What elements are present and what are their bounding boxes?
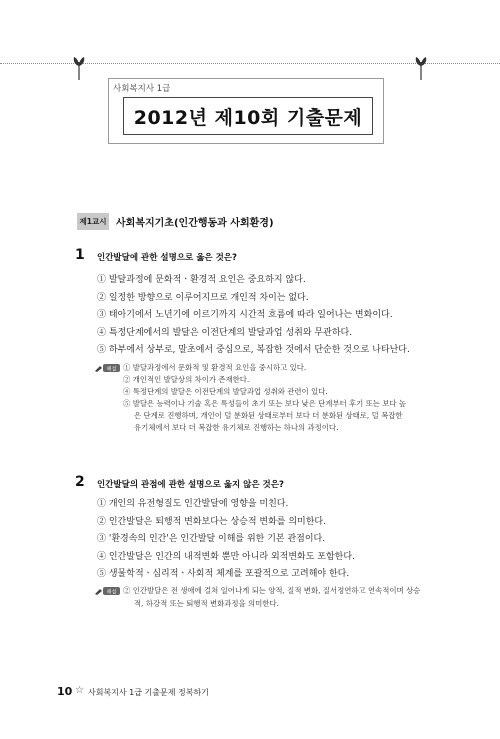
question-2-option-2: ② 인간발달은 퇴행적 변화보다는 상승적 변화를 의미한다.: [97, 517, 326, 527]
star-icon: ☆: [75, 685, 84, 696]
question-2-answer-line-1: ② 인간발달은 전 생애에 걸쳐 일어나게 되는 양적, 질적 변화, 질서정연하고 연속적이며 상승: [123, 586, 421, 595]
title-subtitle: 사회복지사 1급: [113, 84, 171, 94]
question-2-option-3: ③ '환경속의 인간'은 인간발달 이해를 위한 기본 관점이다.: [97, 534, 326, 544]
question-1-answer-line-6: 유기체에서 보다 더 복잡한 유기체로 진행하는 하나의 과정이다.: [134, 423, 339, 432]
question-1-option-3: ③ 태아기에서 노년기에 이르기까지 시간적 흐름에 따라 일어나는 변화이다.: [97, 310, 393, 320]
left-sprig-icon: [72, 54, 86, 80]
question-1-option-4: ④ 특정단계에서의 발달은 이전단계의 발달과업 성취와 무관하다.: [97, 328, 353, 338]
question-2-option-1: ① 개인의 유전형질도 인간발달에 영향을 미친다.: [97, 499, 289, 509]
page-number: 10: [57, 685, 73, 698]
question-2-option-5: ⑤ 생물학적ㆍ심리적ㆍ사회적 체계를 포괄적으로 고려해야 한다.: [97, 569, 350, 579]
question-1-number: 1: [75, 247, 85, 263]
svg-text:해설: 해설: [106, 366, 117, 373]
session-badge: 제1교시: [77, 213, 109, 230]
question-1-answer-line-3: ④ 특정단계의 발달은 이전단계의 발달과업 성취와 관련이 있다.: [123, 387, 328, 396]
question-2-number: 2: [75, 474, 85, 490]
question-1-answer-line-4: ⑤ 발달은 능력이나 기술 혹은 특성들이 초기 또는 보다 낮은 단계부터 후기 또는 보다 높: [123, 399, 407, 408]
footer-book-title: 사회복지사 1급 기출문제 정복하기: [88, 688, 209, 697]
question-2-option-4: ④ 인간발달은 인간의 내적변화 뿐만 아니라 외적변화도 포함한다.: [97, 552, 355, 562]
page-title: 2012년 제10회 기출문제: [133, 106, 363, 129]
session-title: 사회복지기초(인간행동과 사회환경): [116, 218, 274, 229]
title-inner-box: [123, 97, 373, 135]
question-1-answer-line-1: ① 발달과정에서 문화적 및 환경적 요인을 중시하고 있다.: [123, 363, 307, 372]
svg-text:해설: 해설: [106, 589, 117, 596]
title-frame: [108, 78, 384, 144]
question-1-option-5: ⑤ 하부에서 상부로, 말초에서 중심으로, 복잡한 것에서 단순한 것으로 나타난다.: [97, 345, 410, 355]
answer-pencil-icon: [94, 363, 122, 373]
question-1-option-1: ① 발달과정에 문화적ㆍ환경적 요인은 중요하지 않다.: [97, 275, 306, 285]
right-sprig-icon: [414, 54, 428, 80]
question-1-answer-line-2: ② 개인적인 발달상의 차이가 존재한다.: [123, 375, 250, 384]
answer-pencil-icon: [94, 586, 122, 596]
question-2-answer-line-2: 적, 하강적 또는 퇴행적 변화과정을 의미한다.: [134, 599, 279, 608]
question-1-text: 인간발달에 관한 설명으로 옳은 것은?: [97, 253, 237, 263]
question-1-answer-line-5: 은 단계로 진행하며, 개인이 덜 분화된 상태로부터 보다 더 분화된 상태로, 덜 복잡한: [134, 411, 403, 420]
question-2-text: 인간발달의 관점에 관한 설명으로 옳지 않은 것은?: [97, 480, 284, 490]
question-1-option-2: ② 일정한 방향으로 이루어지므로 개인적 차이는 없다.: [97, 293, 309, 303]
